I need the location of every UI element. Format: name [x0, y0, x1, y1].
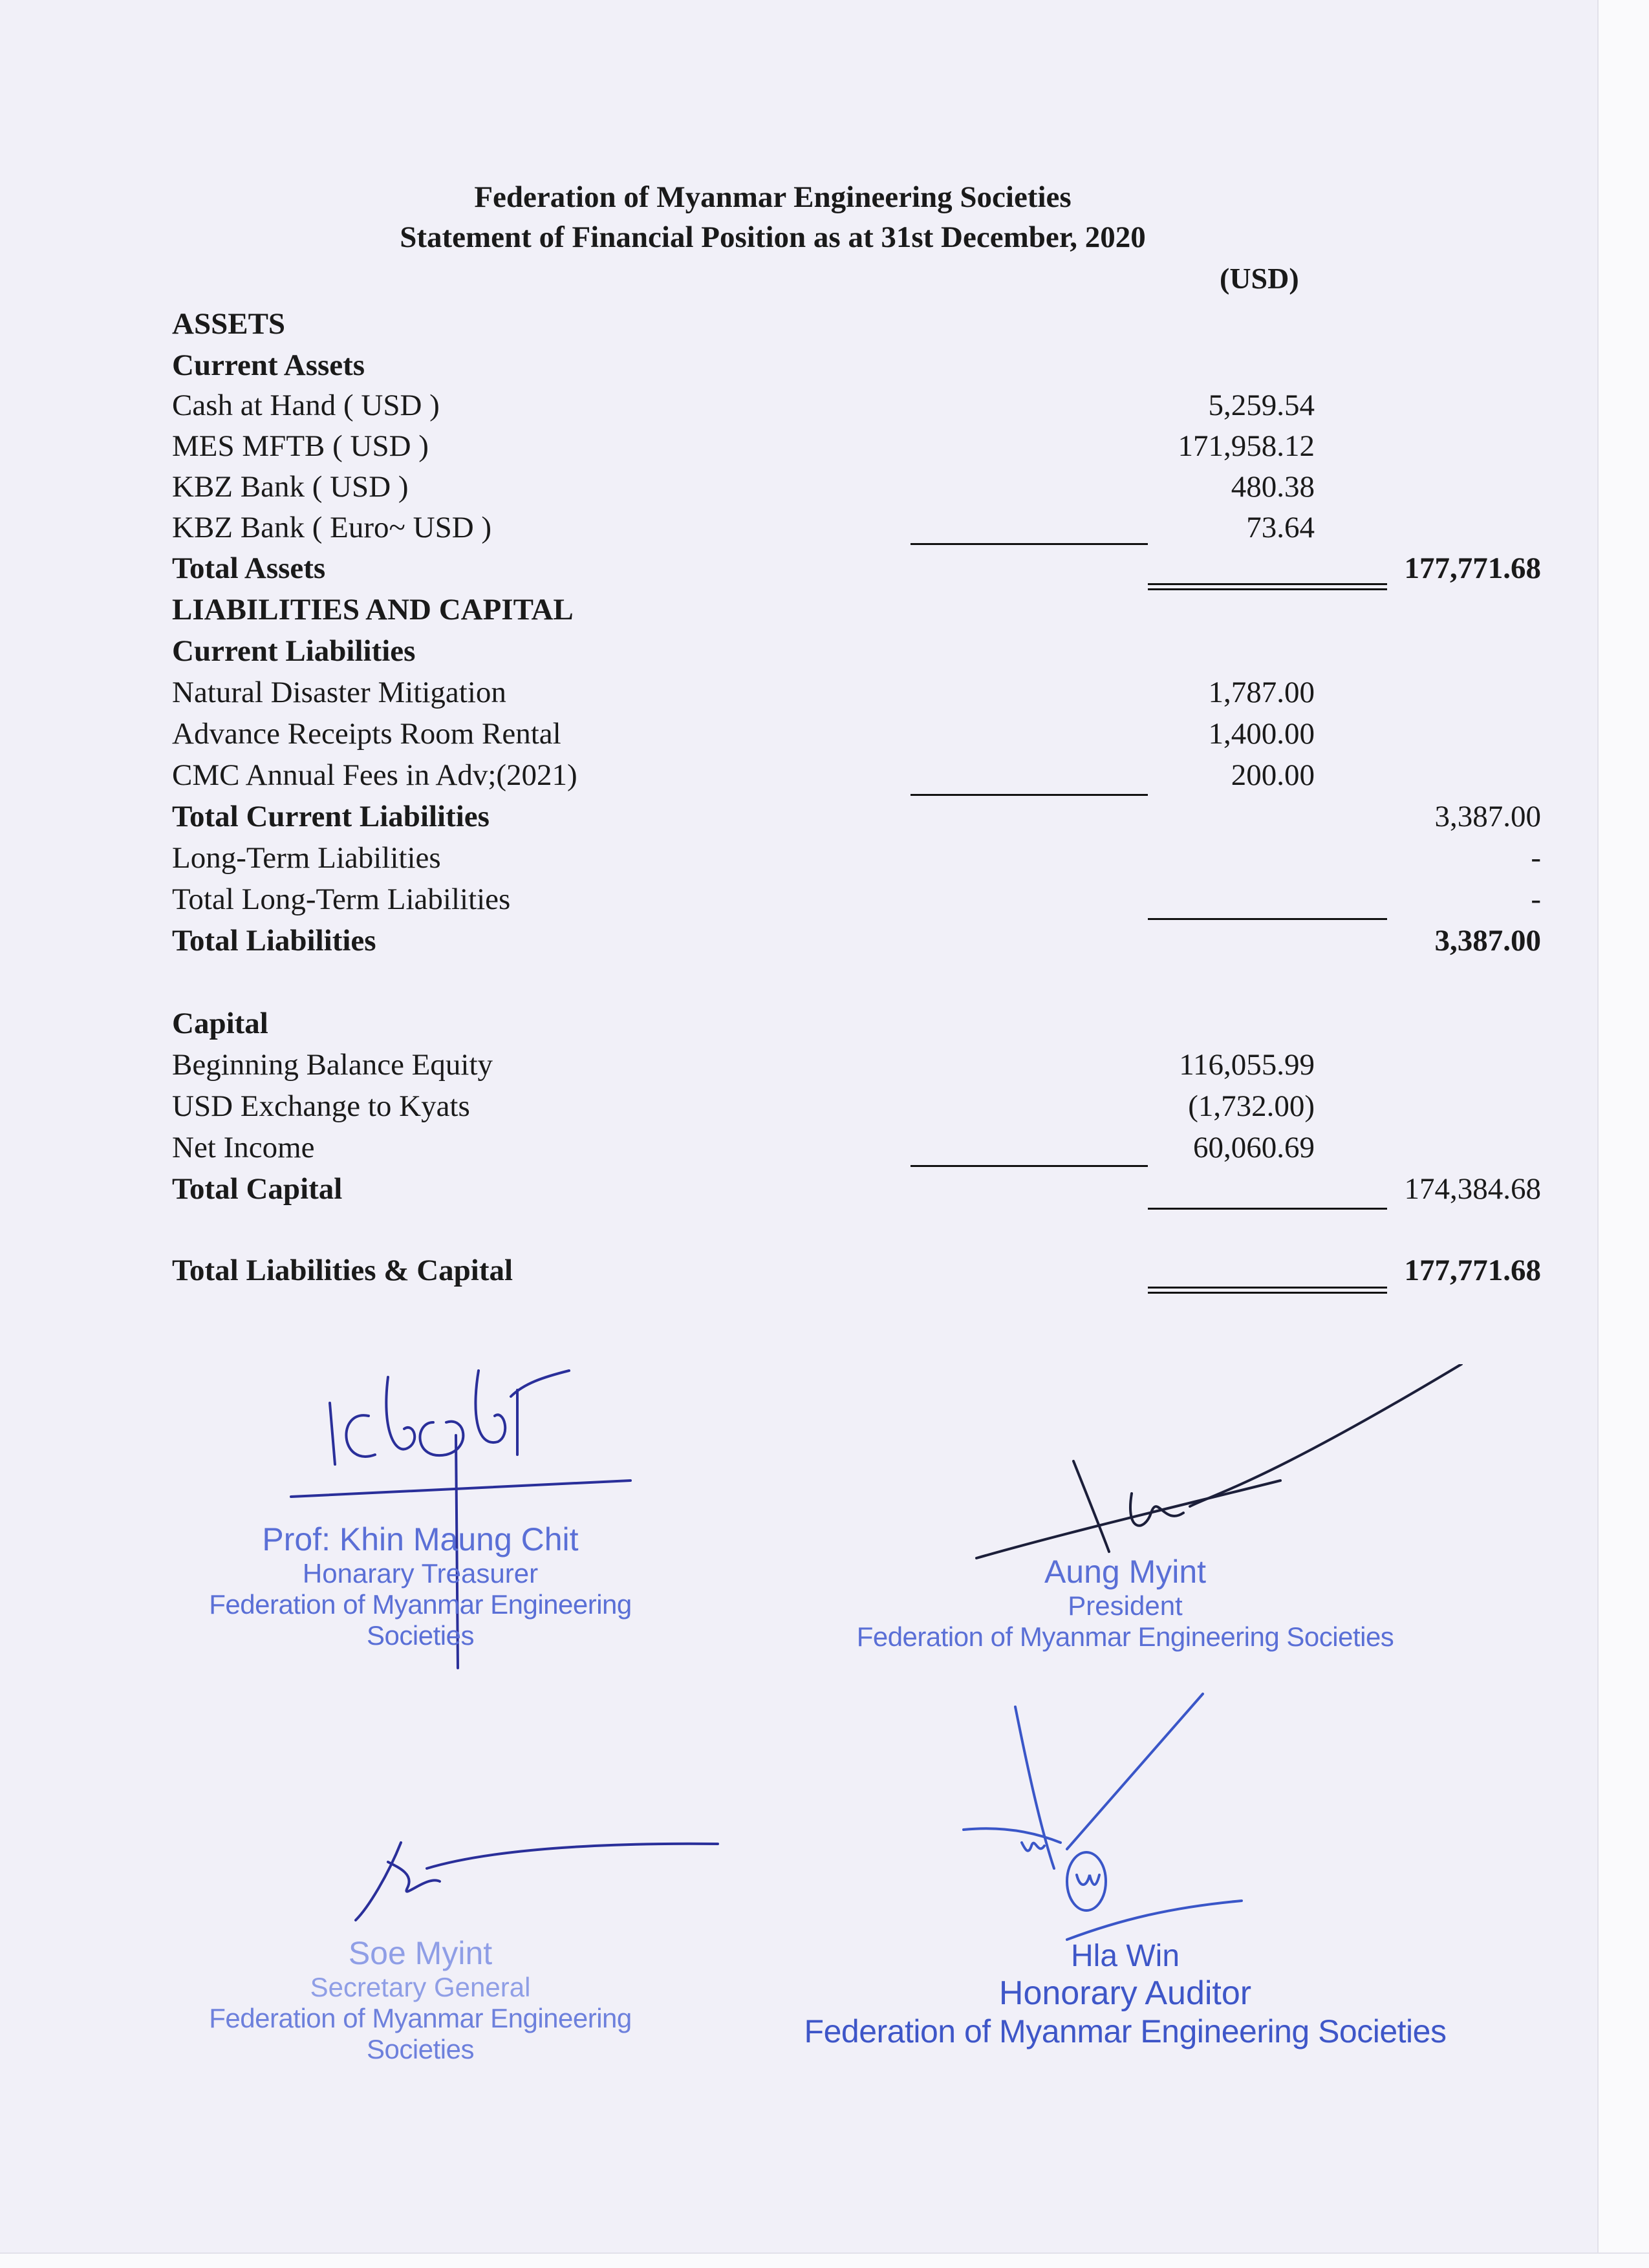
- page-edge: [1597, 0, 1649, 2268]
- president-signature: [970, 1364, 1474, 1571]
- currency-label: (USD): [1220, 262, 1299, 295]
- row-total-current-liabilities: Total Current Liabilities 3,387.00: [172, 800, 1541, 833]
- auditor-stamp: [802, 1938, 1449, 2050]
- secretary-title: Secretary General: [310, 1972, 531, 2002]
- row-total-long-term-liabilities: Total Long-Term Liabilities -: [172, 883, 1541, 916]
- organization-title: Federation of Myanmar Engineering Societies: [474, 180, 1072, 214]
- capital-heading: Capital: [172, 1007, 268, 1040]
- double-rule: [1148, 1287, 1387, 1294]
- secretary-signature: [343, 1823, 731, 1940]
- row-long-term-liabilities: Long-Term Liabilities -: [172, 841, 1541, 875]
- row-cash-at-hand: Cash at Hand ( USD ) 5,259.54: [172, 389, 1315, 422]
- row-beginning-balance: Beginning Balance Equity 116,055.99: [172, 1048, 1315, 1082]
- row-kbz-usd: KBZ Bank ( USD ) 480.38: [172, 470, 1315, 504]
- row-cmc-fees: CMC Annual Fees in Adv;(2021) 200.00: [172, 758, 1315, 792]
- president-org: Federation of Myanmar Engineering Societies: [856, 1621, 1394, 1652]
- subtotal-rule: [1148, 918, 1387, 920]
- row-total-liabilities-capital: Total Liabilities & Capital 177,771.68: [172, 1254, 1541, 1287]
- auditor-name: Hla Win: [1070, 1939, 1180, 1973]
- row-kbz-euro: KBZ Bank ( Euro~ USD ) 73.64: [172, 511, 1315, 544]
- row-total-liabilities: Total Liabilities 3,387.00: [172, 924, 1541, 957]
- treasurer-title: Honarary Treasurer: [302, 1558, 539, 1589]
- row-total-assets: Total Assets 177,771.68: [172, 551, 1541, 585]
- row-usd-exchange: USD Exchange to Kyats (1,732.00): [172, 1089, 1315, 1123]
- president-name: Aung Myint: [1044, 1554, 1207, 1590]
- row-mes-mftb: MES MFTB ( USD ) 171,958.12: [172, 429, 1315, 463]
- subtotal-rule: [1148, 1208, 1387, 1210]
- row-net-income: Net Income 60,060.69: [172, 1131, 1315, 1164]
- secretary-org: Federation of Myanmar Engineering Societies: [209, 2003, 632, 2064]
- secretary-stamp: [155, 1934, 685, 2065]
- row-natural-disaster: Natural Disaster Mitigation 1,787.00: [172, 676, 1315, 709]
- statement-title: Statement of Financial Position as at 31st December, 2020: [400, 220, 1146, 254]
- subtotal-rule: [911, 794, 1148, 796]
- liabilities-capital-heading: LIABILITIES AND CAPITAL: [172, 593, 574, 626]
- treasurer-name: Prof: Khin Maung Chit: [262, 1521, 579, 1557]
- president-stamp: [854, 1553, 1397, 1653]
- treasurer-stamp: [155, 1521, 685, 1651]
- secretary-name: Soe Myint: [348, 1935, 493, 1971]
- auditor-org: Federation of Myanmar Engineering Societies: [804, 2013, 1447, 2049]
- row-advance-receipts: Advance Receipts Room Rental 1,400.00: [172, 717, 1315, 751]
- page-bottom-edge: [0, 2252, 1649, 2268]
- assets-heading: ASSETS: [172, 307, 286, 341]
- president-title: President: [1068, 1590, 1183, 1621]
- auditor-title: Honorary Auditor: [998, 1974, 1252, 2012]
- row-total-capital: Total Capital 174,384.68: [172, 1172, 1541, 1206]
- treasurer-org: Federation of Myanmar Engineering Societies: [209, 1589, 632, 1651]
- auditor-signature: [957, 1681, 1267, 1952]
- current-assets-heading: Current Assets: [172, 348, 365, 382]
- double-rule: [1148, 583, 1387, 590]
- current-liabilities-heading: Current Liabilities: [172, 634, 416, 668]
- subtotal-rule: [911, 543, 1148, 545]
- subtotal-rule: [911, 1165, 1148, 1167]
